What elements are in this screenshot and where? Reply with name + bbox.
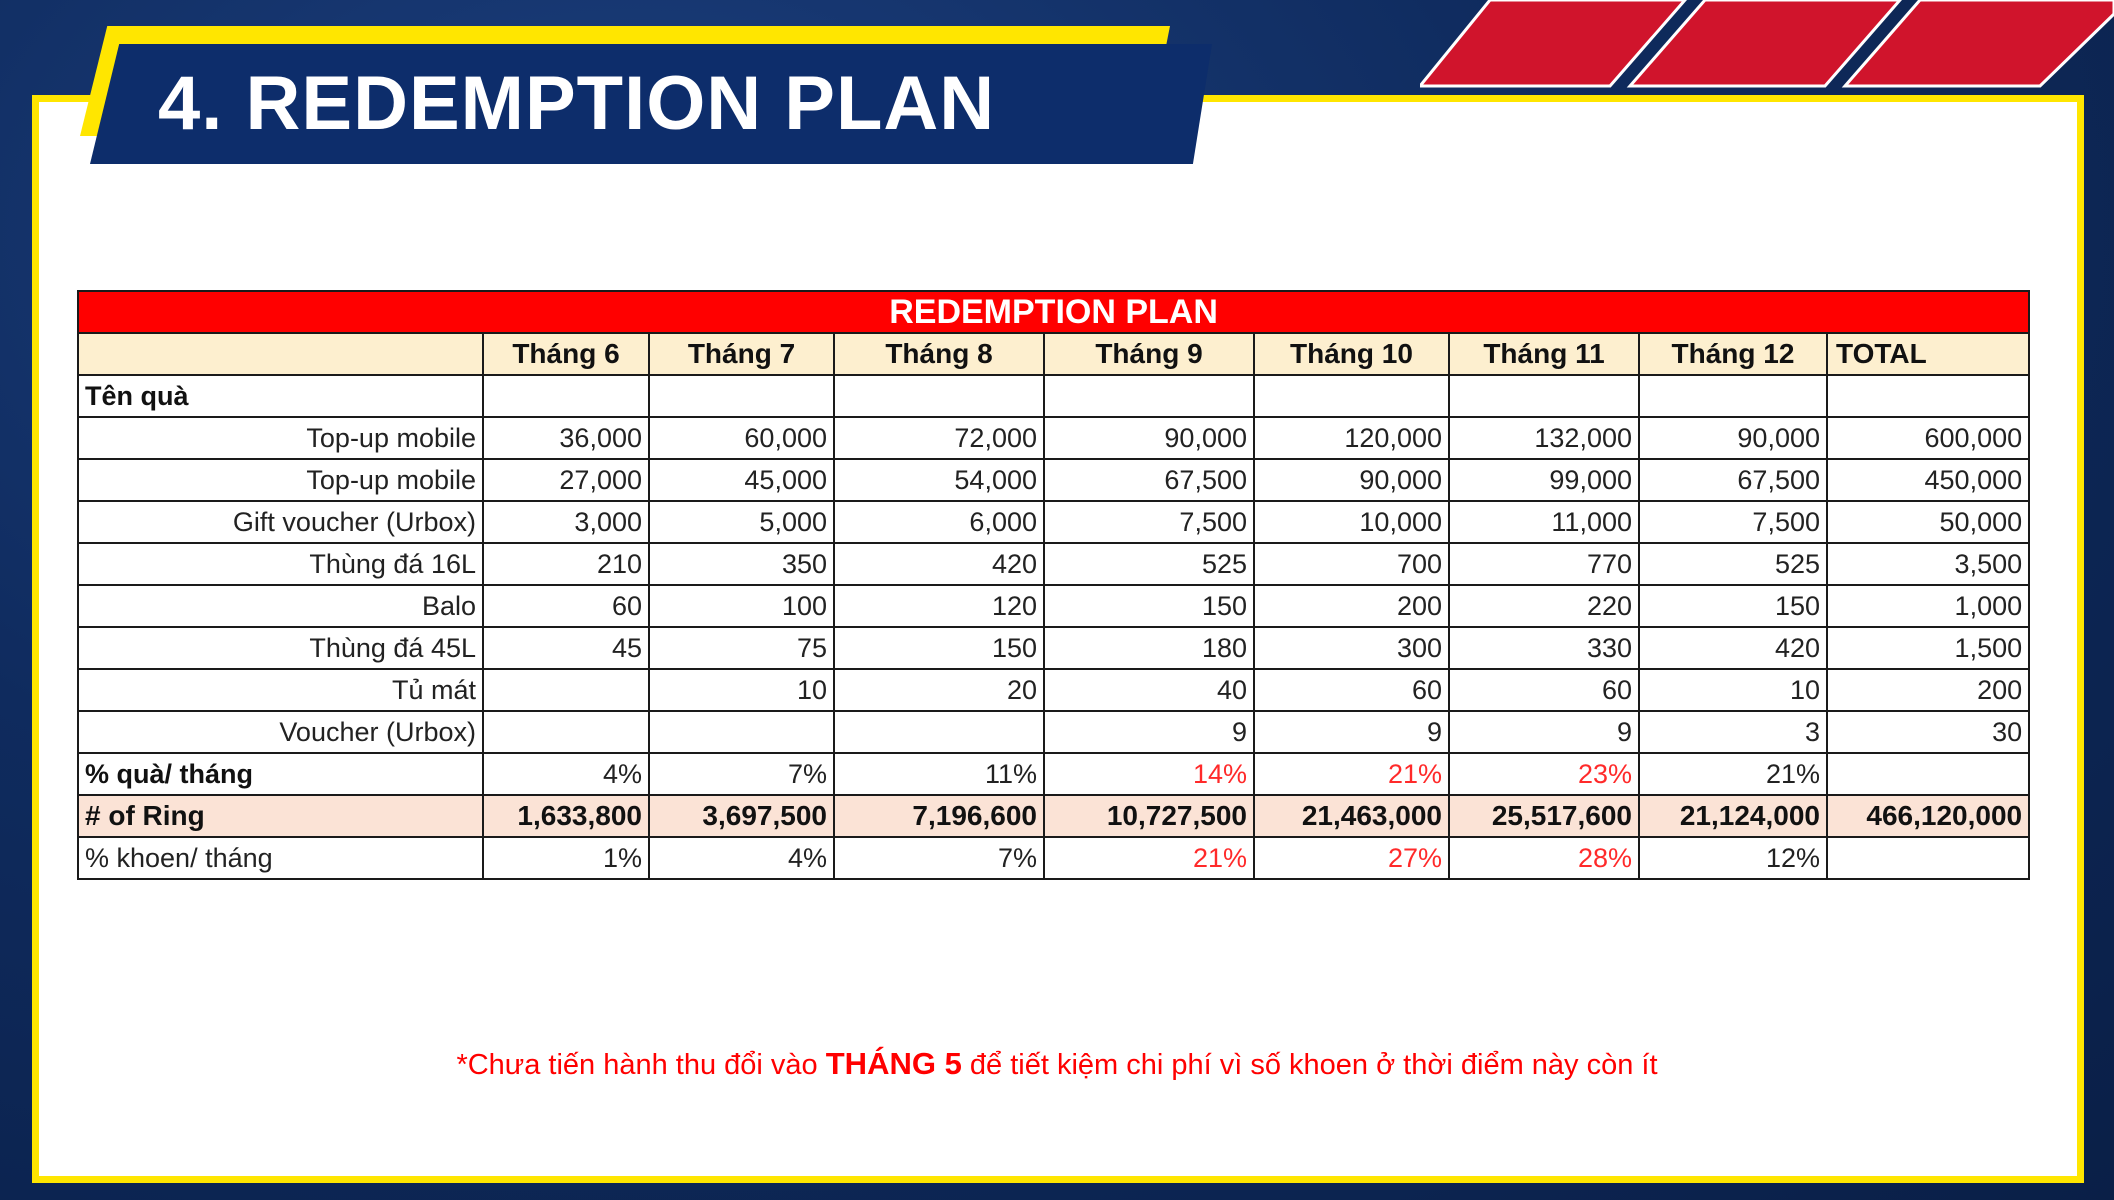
gift-value-cell: 9 (1044, 711, 1254, 753)
pct-gift-cell: 14% (1044, 753, 1254, 795)
gift-value-cell: 132,000 (1449, 417, 1639, 459)
gift-row (78, 711, 2029, 753)
table-title: REDEMPTION PLAN (78, 291, 2029, 333)
gift-rows (78, 417, 2029, 753)
pct-gift-label: % quà/ tháng (78, 753, 483, 795)
gift-value-cell: 6,000 (834, 501, 1044, 543)
gift-row (78, 501, 2029, 543)
gift-value-cell: 75 (649, 627, 834, 669)
pct-khoen-row (78, 837, 2029, 879)
gift-value-cell: 40 (1044, 669, 1254, 711)
gift-value-cell: 10 (1639, 669, 1827, 711)
footnote-text-end: để tiết kiệm chi phí vì số khoen ở thời điểm này còn ít (961, 1049, 1658, 1081)
gift-value-cell: 420 (1639, 627, 1827, 669)
gift-header-row (78, 375, 2029, 417)
gift-value-cell: 10 (649, 669, 834, 711)
pct-khoen-cell (1827, 837, 2029, 879)
gift-row (78, 543, 2029, 585)
header-blank-cell (78, 333, 483, 375)
ring-value-cell: 1,633,800 (483, 795, 649, 837)
pct-khoen-cell: 1% (483, 837, 649, 879)
gift-value-cell: 90,000 (1639, 417, 1827, 459)
month-header: Tháng 12 (1639, 333, 1827, 375)
gift-value-cell: 450,000 (1827, 459, 2029, 501)
pct-khoen-cell: 7% (834, 837, 1044, 879)
gift-value-cell: 20 (834, 669, 1044, 711)
month-header: Tháng 6 (483, 333, 649, 375)
pct-gift-row (78, 753, 2029, 795)
ring-value-cell: 25,517,600 (1449, 795, 1639, 837)
gift-value-cell: 30 (1827, 711, 2029, 753)
pct-khoen-cell: 21% (1044, 837, 1254, 879)
gift-value-cell: 9 (1449, 711, 1639, 753)
gift-value-cell: 150 (834, 627, 1044, 669)
pct-khoen-cell: 28% (1449, 837, 1639, 879)
gift-value-cell: 7,500 (1044, 501, 1254, 543)
gift-value-cell: 90,000 (1254, 459, 1449, 501)
gift-value-cell: 99,000 (1449, 459, 1639, 501)
gift-value-cell: 1,000 (1827, 585, 2029, 627)
gift-value-cell: 350 (649, 543, 834, 585)
pct-gift-cell (1827, 753, 2029, 795)
pct-khoen-cell: 4% (649, 837, 834, 879)
gift-name: Tủ mát (78, 669, 483, 711)
gift-value-cell: 180 (1044, 627, 1254, 669)
footnote-text: *Chưa tiến hành thu đổi vào (456, 1049, 826, 1081)
pct-gift-cell: 23% (1449, 753, 1639, 795)
gift-value-cell: 525 (1044, 543, 1254, 585)
month-header: Tháng 9 (1044, 333, 1254, 375)
gift-value-cell: 27,000 (483, 459, 649, 501)
gift-value-cell: 300 (1254, 627, 1449, 669)
ring-value-cell: 21,463,000 (1254, 795, 1449, 837)
gift-value-cell: 150 (1639, 585, 1827, 627)
gift-value-cell: 36,000 (483, 417, 649, 459)
gift-row (78, 627, 2029, 669)
gift-value-cell: 60 (483, 585, 649, 627)
gift-value-cell: 60 (1449, 669, 1639, 711)
ring-row (78, 795, 2029, 837)
gift-value-cell: 200 (1254, 585, 1449, 627)
pct-khoen-label: % khoen/ tháng (78, 837, 483, 879)
gift-value-cell: 10,000 (1254, 501, 1449, 543)
gift-value-cell (649, 711, 834, 753)
pct-gift-cell: 21% (1639, 753, 1827, 795)
gift-value-cell: 700 (1254, 543, 1449, 585)
pct-gift-cell: 4% (483, 753, 649, 795)
gift-name: Top-up mobile (78, 459, 483, 501)
gift-row (78, 669, 2029, 711)
gift-value-cell: 5,000 (649, 501, 834, 543)
gift-value-cell (483, 711, 649, 753)
month-header: Tháng 10 (1254, 333, 1449, 375)
total-header: TOTAL (1827, 333, 2029, 375)
gift-value-cell: 3,500 (1827, 543, 2029, 585)
gift-value-cell: 7,500 (1639, 501, 1827, 543)
red-stripes-decoration (1420, 0, 2114, 92)
gift-value-cell: 1,500 (1827, 627, 2029, 669)
gift-value-cell: 220 (1449, 585, 1639, 627)
gift-header: Tên quà (78, 375, 483, 417)
redemption-plan-table (77, 290, 2030, 880)
gift-value-cell: 100 (649, 585, 834, 627)
footnote (0, 1046, 2114, 1082)
month-header: Tháng 11 (1449, 333, 1639, 375)
ring-value-cell: 466,120,000 (1827, 795, 2029, 837)
ring-label: # of Ring (78, 795, 483, 837)
gift-value-cell: 120 (834, 585, 1044, 627)
gift-value-cell: 45 (483, 627, 649, 669)
gift-value-cell: 60 (1254, 669, 1449, 711)
table-title-row (78, 291, 2029, 333)
gift-value-cell: 525 (1639, 543, 1827, 585)
gift-value-cell: 330 (1449, 627, 1639, 669)
slide-title: 4. REDEMPTION PLAN (158, 61, 996, 146)
ring-value-cell: 3,697,500 (649, 795, 834, 837)
footnote-emphasis: THÁNG 5 (825, 1046, 962, 1081)
gift-row (78, 585, 2029, 627)
pct-khoen-cell: 27% (1254, 837, 1449, 879)
gift-value-cell: 150 (1044, 585, 1254, 627)
gift-name: Thùng đá 45L (78, 627, 483, 669)
gift-value-cell: 67,500 (1639, 459, 1827, 501)
gift-name: Voucher (Urbox) (78, 711, 483, 753)
month-header: Tháng 7 (649, 333, 834, 375)
gift-value-cell: 210 (483, 543, 649, 585)
gift-value-cell (483, 669, 649, 711)
gift-value-cell: 770 (1449, 543, 1639, 585)
gift-name: Top-up mobile (78, 417, 483, 459)
gift-value-cell: 9 (1254, 711, 1449, 753)
gift-row (78, 459, 2029, 501)
gift-value-cell: 54,000 (834, 459, 1044, 501)
gift-value-cell: 600,000 (1827, 417, 2029, 459)
pct-gift-cell: 7% (649, 753, 834, 795)
pct-gift-cell: 21% (1254, 753, 1449, 795)
pct-gift-cell: 11% (834, 753, 1044, 795)
gift-value-cell: 3,000 (483, 501, 649, 543)
gift-value-cell: 72,000 (834, 417, 1044, 459)
gift-value-cell (834, 711, 1044, 753)
gift-value-cell: 45,000 (649, 459, 834, 501)
gift-value-cell: 3 (1639, 711, 1827, 753)
gift-value-cell: 50,000 (1827, 501, 2029, 543)
ring-value-cell: 10,727,500 (1044, 795, 1254, 837)
ring-value-cell: 21,124,000 (1639, 795, 1827, 837)
gift-value-cell: 11,000 (1449, 501, 1639, 543)
gift-value-cell: 200 (1827, 669, 2029, 711)
gift-row (78, 417, 2029, 459)
ring-value-cell: 7,196,600 (834, 795, 1044, 837)
gift-value-cell: 90,000 (1044, 417, 1254, 459)
gift-value-cell: 420 (834, 543, 1044, 585)
gift-value-cell: 67,500 (1044, 459, 1254, 501)
month-header-row (78, 333, 2029, 375)
gift-value-cell: 60,000 (649, 417, 834, 459)
gift-name: Balo (78, 585, 483, 627)
pct-khoen-cell: 12% (1639, 837, 1827, 879)
gift-value-cell: 120,000 (1254, 417, 1449, 459)
gift-name: Thùng đá 16L (78, 543, 483, 585)
month-header: Tháng 8 (834, 333, 1044, 375)
gift-name: Gift voucher (Urbox) (78, 501, 483, 543)
